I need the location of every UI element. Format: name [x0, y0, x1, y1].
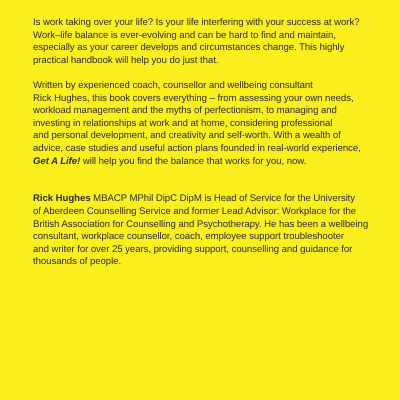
- text-line: investing in relationships at work and at home, considering professional: [33, 117, 333, 129]
- text-line: Is work taking over your life? Is your life interfering with your success at work?: [33, 17, 360, 28]
- text-line: thousands of people.: [33, 256, 122, 268]
- text-line: [33, 156, 380, 169]
- book-title: Get A Life!: [33, 155, 81, 167]
- text-line: and personal development, and creativity and self-worth. With a wealth of: [33, 130, 341, 142]
- text-line: Rick Hughes, this book covers everything – from assessing your own needs,: [33, 92, 354, 104]
- text-line: British Association for Counselling and Psychotherapy. He has been a wellbeing: [33, 218, 369, 230]
- blurb-description-paragraph: [33, 80, 380, 168]
- text-segment: will help you find the balance that works for you, now.: [80, 155, 307, 167]
- text-segment: MBACP MPhil DipC DipM is Head of Service for the University: [90, 193, 356, 205]
- text-line: consultant, workplace counsellor, coach, employee support troubleshooter: [33, 231, 345, 243]
- text-line: Work–life balance is ever-evolving and can be hard to find and maintain,: [33, 29, 336, 41]
- text-line: and writer for over 25 years, providing support, counselling and guidance for: [33, 243, 353, 255]
- text-line: especially as your career develops and circumstances change. This highly: [33, 42, 345, 54]
- blurb-intro-paragraph: [33, 17, 380, 67]
- author-bio-paragraph: [33, 193, 380, 269]
- text-line: of Aberdeen Counselling Service and former Lead Advisor: Workplace for the: [33, 205, 357, 217]
- text-line: Written by experienced coach, counsellor and wellbeing consultant: [33, 79, 313, 91]
- text-line: [33, 193, 380, 206]
- text-line: workload management and the myths of perfectionism, to managing and: [33, 105, 337, 117]
- text-line: practical handbook will help you do just that.: [33, 54, 219, 66]
- author-name: Rick Hughes: [33, 193, 91, 205]
- text-line: advice, case studies and useful action plans founded in real-world experience,: [33, 142, 361, 154]
